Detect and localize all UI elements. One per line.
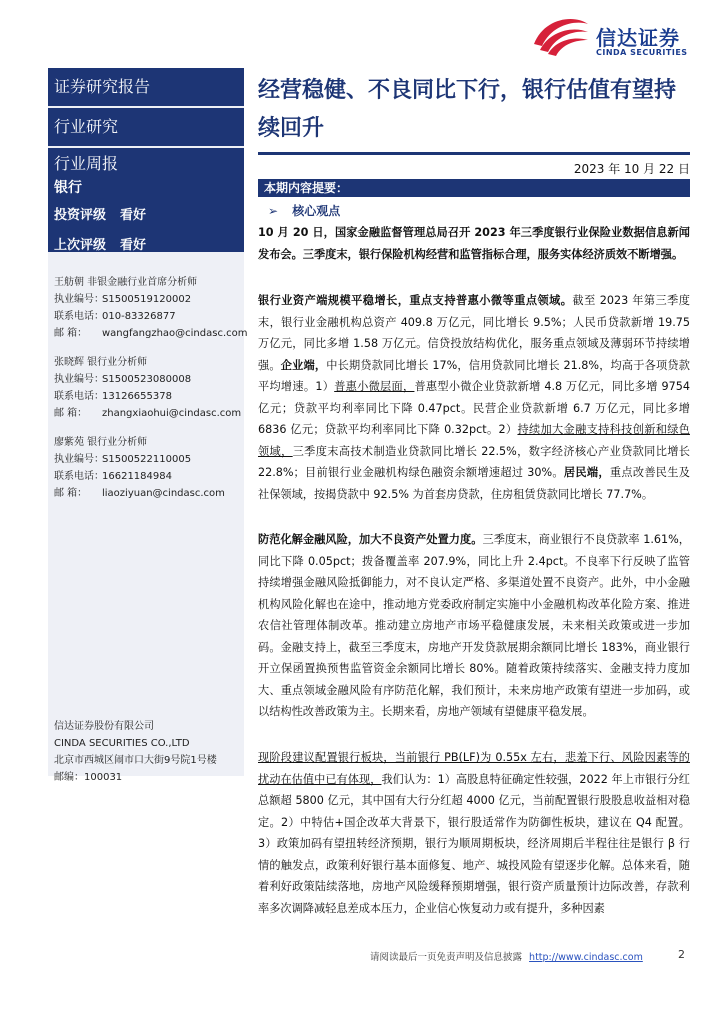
arrow-right-icon: ➢ (268, 204, 279, 218)
phone-number: 16621184984 (102, 471, 172, 482)
email-address[interactable]: wangfangzhao@cindasc.com (102, 328, 248, 339)
tab-industry-research: 行业研究 (48, 108, 244, 146)
text-run-underline: 持续加大金融支持科技创新和绿色领域， (258, 423, 690, 458)
previous-rating (54, 234, 147, 253)
logo-subtitle: CINDA SECURITIES (596, 48, 688, 57)
text-run-bold: 企业端， (280, 358, 327, 372)
text-run: 中长期贷款同比增长 17%，信用贷款同比增长 21.8%，均高于各项贷款平均增速。1） (258, 358, 690, 393)
paragraph-asset-growth (258, 290, 690, 505)
cert-number: S1500519120002 (102, 294, 192, 305)
email-label: 邮 箱： (54, 328, 88, 339)
investment-rating-value: 看好 (120, 208, 147, 223)
company-name-en: CINDA SECURITIES CO.,LTD (54, 738, 190, 749)
report-date: 2023 年 10 月 22 日 (573, 162, 690, 176)
phone-label: 联系电话： (54, 471, 104, 482)
text-run: 三季度末，商业银行不良贷款率 1.61%，同比下降 0.05pct；拨备覆盖率 207.9%，同比上升 2.4pct。不良率下行反映了监管持续增强金融风险抵御能力，对不良认定严格、多渠道处置不良资产。此外，中小金融机构风险化解也在途中，推动地方党委政府制定实施中小金融机构改革化险方案、推进农信社管理体制改革。推动建立房地产市场平稳健康发展，未来相关政策或进一步加码。金融支持上，截至三季度末，房地产开发贷款展期余额同比增长 183%，商业银行开立保函置换预售监管资金余额同比增长 80%。随着政策持续落实、金融支持力度加大、重点领域金融风险有序防范化解，我们预计，未来房地产政策有望进一步加码，或以结构性改善政策为主。长期来看，房地产领域有望健康平稳发展。 (258, 533, 690, 718)
cert-label: 执业编号： (54, 454, 104, 465)
tab-securities-research-report: 证券研究报告 (48, 68, 244, 106)
website-link[interactable]: http://www.cindasc.com (529, 952, 643, 963)
analyst-name: 张晓辉 银行业分析师 (54, 357, 148, 368)
investment-rating (54, 204, 147, 223)
cinda-logo (530, 14, 720, 58)
email-address[interactable]: zhangxiaohui@cindasc.com (102, 408, 242, 419)
phone-label: 联系电话： (54, 391, 104, 402)
cert-number: S1500522110005 (102, 454, 192, 465)
company-postcode: 邮编：100031 (54, 772, 123, 783)
previous-rating-label: 上次评级 (54, 238, 107, 253)
company-info (54, 718, 240, 786)
logo-name: 信达证券 (596, 26, 680, 50)
text-run: 重点改善民生及社保领域，按揭贷款中 92.5% 为首套房贷款，住房租赁贷款同比增长 77.7%。 (258, 466, 690, 501)
analyst-card (54, 274, 248, 342)
paragraph-risk (258, 529, 690, 723)
email-address[interactable]: liaoziyuan@cindasc.com (102, 488, 225, 499)
investment-rating-label: 投资评级 (54, 208, 107, 223)
phone-number: 13126655378 (102, 391, 172, 402)
summary-header: 本期内容提要： (258, 179, 690, 197)
cinda-logo-mark-icon (530, 14, 592, 58)
page-number: 2 (678, 948, 685, 961)
title-divider (258, 152, 690, 155)
core-view-heading (268, 202, 340, 219)
cert-label: 执业编号： (54, 294, 104, 305)
text-run-underline: 普惠小微层面， (334, 380, 415, 393)
company-address: 北京市西城区闹市口大街9号院1号楼 (54, 755, 217, 766)
email-label: 邮 箱： (54, 488, 88, 499)
company-name-cn: 信达证券股份有限公司 (54, 721, 154, 732)
analyst-list (54, 274, 248, 514)
text-run: 普惠型小微企业贷款新增 4.8 万亿元，同比多增 9754 亿元；贷款平均利率同比下降 0.47pct。民营企业贷款新增 6.7 万亿元，同比多增 6836 亿元；贷款平均利率同比下降 0.32pct。2） (258, 380, 690, 436)
tab-industry-weekly: 行业周报 (54, 154, 119, 173)
sector-label: 银行 (54, 180, 82, 196)
analyst-name: 廖紫苑 银行业分析师 (54, 437, 148, 448)
email-label: 邮 箱： (54, 408, 88, 419)
analyst-card (54, 434, 240, 502)
text-run: 三季度末高技术制造业贷款同比增长 22.5%，数字经济核心产业贷款同比增长 22.8%；目前银行业金融机构绿色融资余额增速超过 30%。 (258, 444, 690, 479)
report-title: 经营稳健、不良同比下行，银行估值有望持续回升 (258, 78, 677, 141)
paragraph-lead: 现阶段建议配置银行板块，当前银行 PB(LF)为 0.55x 左右，悲羞下行、风险因素等的扰动在估值中已有体现， (258, 751, 690, 786)
phone-number: 010-83326877 (102, 311, 176, 322)
left-sidebar (48, 68, 248, 783)
cert-label: 执业编号： (54, 374, 104, 385)
paragraph-allocation (258, 747, 690, 919)
analyst-name: 王舫朝 非银金融行业首席分析师 (54, 277, 198, 288)
analyst-card (54, 354, 240, 422)
paragraph-intro: 10 月 20 日，国家金融监督管理总局召开 2023 年三季度银行业保险业数据信息新闻发布会。三季度末，银行保险机构经营和监管指标合理，服务实体经济质效不断增强。 (258, 226, 690, 261)
text-run-bold: 居民端， (563, 466, 610, 479)
phone-label: 联系电话： (54, 311, 104, 322)
text-run: 我们认为：1）高股息特征确定性较强，2022 年上市银行分红总额超 5800 亿元，其中国有大行分红超 4000 亿元，当前配置银行股股息收益相对稳定。2）中特估+国企改革大背景下，银行股适常作为防御性板块，建议在 Q4 配置。3）政策加码有望扭转经济预期，银行为顺周期板块，经济周期后半程往往是银行 β 行情的触发点，政策利好银行基本面修复、地产、城投风险有望逐步化解。总体来看，随着利好政策陆续落地，房地产风险缓释预期增强，银行资产质量预计边际改善，存款利率多次调降减轻息差成本压力，企业信心恢复动力或有提升，多种因素 (258, 772, 690, 915)
paragraph-lead: 银行业资产端规模平稳增长，重点支持普惠小微等重点领域。 (258, 294, 573, 307)
core-view-label: 核心观点 (292, 204, 341, 218)
previous-rating-value: 看好 (120, 238, 147, 253)
disclaimer-note: 请阅读最后一页免责声明及信息披露 (370, 952, 523, 963)
cert-number: S1500523080008 (102, 374, 192, 385)
paragraph-lead: 防范化解金融风险，加大不良资产处置力度。 (258, 533, 483, 546)
page-footer (370, 949, 643, 963)
text-run: 截至 2023 年第三季度末，银行业金融机构总资产 409.8 万亿元，同比增长 9.5%；人民币贷款新增 19.75 万亿元，同比多增 1.58 万亿元。信贷投放结构优化，服务重点领域及薄弱环节持续增强。 (258, 294, 690, 372)
